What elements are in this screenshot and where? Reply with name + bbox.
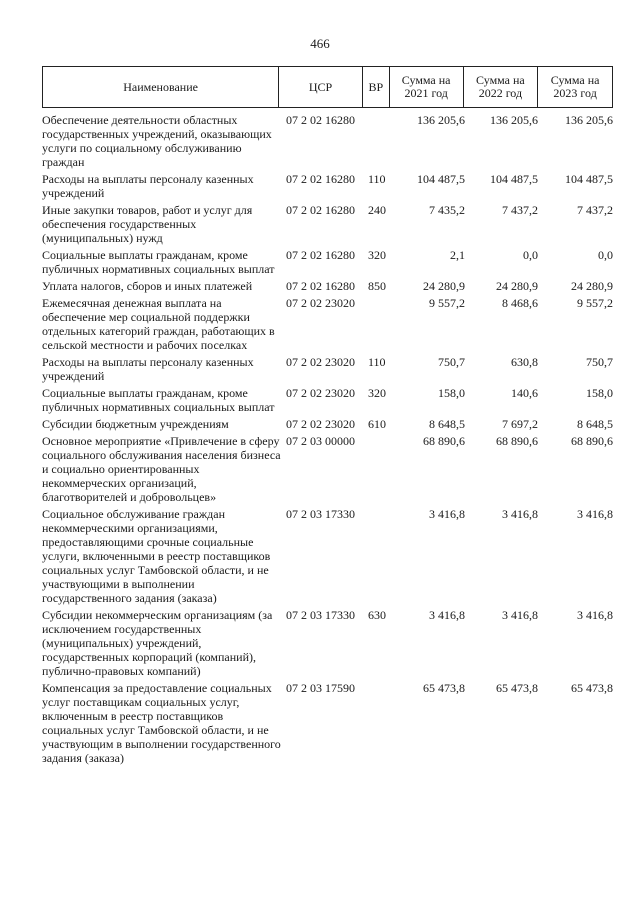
row-name: Иные закупки товаров, работ и услуг для обеспечения государственных (муниципальных) нужд [42,203,253,245]
row-sum-2021: 3 416,8 [429,507,465,521]
table-row [42,352,613,383]
row-vr [368,296,394,352]
header-sum-2022: Сумма на 2022 год [464,67,539,107]
row-vr: 110 [368,172,386,186]
row-name: Расходы на выплаты персоналу казенных учреждений [42,172,254,200]
row-csr: 07 2 02 23020 [286,355,355,369]
row-sum-2021: 136 205,6 [417,113,465,127]
row-name: Социальные выплаты гражданам, кроме публичных нормативных социальных выплат [42,248,275,276]
row-sum-2023: 136 205,6 [565,113,613,127]
row-sum-2022: 630,8 [511,355,538,369]
row-name: Компенсация за предоставление социальных услуг поставщикам социальных услуг, включенным в реестр поставщиков социальных услуг Тамбовской области, и не участвующим в выполнении государственного задания (заказа) [42,681,281,765]
row-sum-2023: 8 648,5 [577,417,613,431]
row-vr: 110 [368,355,386,369]
row-sum-2022: 7 437,2 [502,203,538,217]
header-csr: ЦСР [279,67,363,107]
row-sum-2021: 7 435,2 [429,203,465,217]
row-vr: 240 [368,203,386,217]
row-vr: 610 [368,417,386,431]
table-row [42,678,613,765]
row-sum-2021: 65 473,8 [423,681,465,695]
table-row [42,605,613,678]
row-vr: 320 [368,248,386,262]
row-vr [368,113,394,169]
row-vr [368,681,394,765]
row-sum-2021: 2,1 [450,248,465,262]
row-sum-2023: 0,0 [598,248,613,262]
header-name: Наименование [43,67,279,107]
row-csr: 07 2 02 16280 [286,172,355,186]
table-row [42,431,613,504]
row-name: Обеспечение деятельности областных государственных учреждений, оказывающих услуги по социальному обслуживанию граждан [42,113,272,169]
row-sum-2021: 9 557,2 [429,296,465,310]
row-name: Основное мероприятие «Привлечение в сферу социального обслуживания населения бизнеса и социально ориентированных некоммерческих организаций, благотворителей и добровольцев» [42,434,281,504]
table-row [42,169,613,200]
row-sum-2023: 9 557,2 [577,296,613,310]
row-csr: 07 2 02 23020 [286,386,355,400]
table-row [42,414,613,431]
row-sum-2022: 3 416,8 [502,608,538,622]
table-row [42,293,613,352]
row-vr: 320 [368,386,386,400]
row-csr: 07 2 03 00000 [286,434,355,448]
row-sum-2022: 136 205,6 [490,113,538,127]
row-sum-2022: 104 487,5 [490,172,538,186]
row-csr: 07 2 02 16280 [286,203,355,217]
row-sum-2021: 24 280,9 [423,279,465,293]
table-row [42,276,613,293]
row-sum-2021: 3 416,8 [429,608,465,622]
row-sum-2021: 68 890,6 [423,434,465,448]
row-sum-2022: 65 473,8 [496,681,538,695]
header-sum-2023: Сумма на 2023 год [550,73,600,100]
table-row [42,110,613,169]
row-sum-2023: 3 416,8 [577,608,613,622]
row-sum-2022: 68 890,6 [496,434,538,448]
header-sum-2021: Сумма на 2021 год [390,67,464,107]
table-row [42,383,613,414]
row-sum-2023: 104 487,5 [565,172,613,186]
header-vr: ВР [363,67,390,107]
row-csr: 07 2 03 17590 [286,681,355,695]
row-csr: 07 2 02 16280 [286,113,355,127]
row-sum-2022: 0,0 [523,248,538,262]
row-csr: 07 2 02 23020 [286,296,355,310]
row-sum-2023: 7 437,2 [577,203,613,217]
page-number: 466 [310,36,330,51]
row-csr: 07 2 02 16280 [286,248,355,262]
row-sum-2023: 158,0 [586,386,613,400]
row-sum-2021: 104 487,5 [417,172,465,186]
row-name: Расходы на выплаты персоналу казенных учреждений [42,355,254,383]
row-name: Уплата налогов, сборов и иных платежей [42,279,253,293]
row-csr: 07 2 03 17330 [286,507,355,521]
row-csr: 07 2 02 23020 [286,417,355,431]
row-sum-2023: 750,7 [586,355,613,369]
row-name: Социальные выплаты гражданам, кроме публичных нормативных социальных выплат [42,386,275,414]
row-name: Ежемесячная денежная выплата на обеспечение мер социальной поддержки отдельных категорий граждан, работающих в сельской местности и рабочих поселках [42,296,275,352]
row-sum-2021: 8 648,5 [429,417,465,431]
row-vr [368,434,394,504]
row-sum-2021: 750,7 [438,355,465,369]
row-sum-2022: 8 468,6 [502,296,538,310]
row-sum-2022: 140,6 [511,386,538,400]
row-vr: 630 [368,608,386,622]
row-sum-2022: 24 280,9 [496,279,538,293]
row-csr: 07 2 03 17330 [286,608,355,622]
row-sum-2022: 3 416,8 [502,507,538,521]
row-name: Социальное обслуживание граждан некоммерческими организациями, предоставляющими срочные социальные услуги, включенными в реестр поставщиков социальных услуг Тамбовской области, и не участвующими в выполнении государственного задания (заказа) [42,507,271,605]
table-row [42,200,613,245]
row-vr [368,507,394,605]
row-sum-2023: 65 473,8 [571,681,613,695]
row-name: Субсидии бюджетным учреждениям [42,417,229,431]
table-row [42,504,613,605]
table-row [42,245,613,276]
table-header [42,66,613,108]
row-vr: 850 [368,279,386,293]
row-sum-2022: 7 697,2 [502,417,538,431]
row-sum-2023: 68 890,6 [571,434,613,448]
row-csr: 07 2 02 16280 [286,279,355,293]
row-sum-2023: 3 416,8 [577,507,613,521]
row-name: Субсидии некоммерческим организациям (за исключением государственных (муниципальных) учреждений, государственных корпораций (компаний), публично-правовых компаний) [42,608,273,678]
row-sum-2021: 158,0 [438,386,465,400]
row-sum-2023: 24 280,9 [571,279,613,293]
table-body [42,110,613,765]
